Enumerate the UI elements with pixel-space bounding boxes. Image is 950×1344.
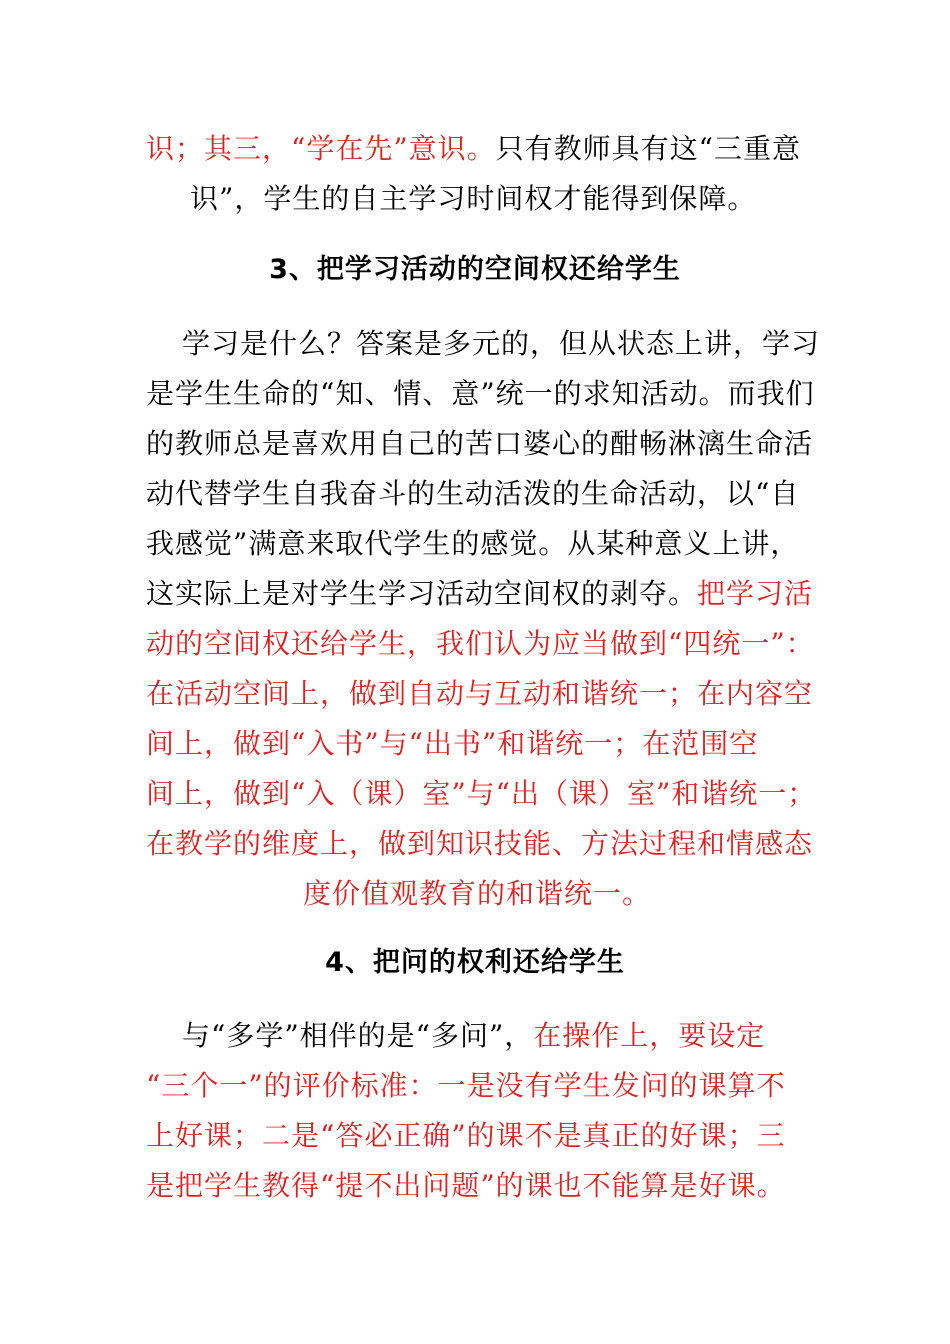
body-text: 学习是什么？答案是多元的，但从状态上讲，学习 <box>182 327 821 360</box>
highlighted-text: 上好课；二是“答必正确”的课不是真正的好课；三 <box>146 1119 786 1152</box>
paragraph-line <box>182 1018 765 1054</box>
highlighted-text: 在操作上，要设定 <box>533 1019 766 1052</box>
paragraph-line <box>146 676 813 712</box>
paragraph-line <box>146 426 813 462</box>
paragraph-line <box>146 576 813 612</box>
paragraph-line <box>146 1118 786 1154</box>
paragraph-line <box>303 876 651 912</box>
paragraph-line <box>146 1068 786 1104</box>
highlighted-text: 间上，做到“入书”与“出书”和谐统一；在范围空 <box>146 727 759 760</box>
body-text: 这实际上是对学生学习活动空间权的剥夺。 <box>146 577 698 610</box>
highlighted-text: “三个一”的评价标准：一是没有学生发问的课算不 <box>146 1069 786 1102</box>
paragraph-line <box>190 181 756 217</box>
paragraph-line <box>146 726 758 762</box>
paragraph-line <box>146 476 799 512</box>
body-text: 只有教师具有这“三重意 <box>495 132 801 165</box>
paragraph-line <box>146 1168 786 1204</box>
body-text: 的教师总是喜欢用自己的苦口婆心的酣畅淋漓生命活 <box>146 427 814 460</box>
paragraph-line <box>182 326 820 362</box>
body-text: 识”，学生的自主学习时间权才能得到保障。 <box>190 182 757 215</box>
body-text: 动代替学生自我奋斗的生动活泼的生命活动，以“自 <box>146 477 800 510</box>
paragraph-line <box>146 626 815 662</box>
highlighted-text: 在教学的维度上，做到知识技能、方法过程和情感态 <box>146 827 814 860</box>
paragraph-line <box>146 776 816 812</box>
body-text: 我感觉”满意来取代学生的感觉。从某种意义上讲， <box>146 527 800 560</box>
body-text: 与“多学”相伴的是“多问”， <box>182 1019 534 1052</box>
highlighted-text: 动的空间权还给学生，我们认为应当做到“四统一”： <box>146 627 815 660</box>
section-heading-3: 3、把学习活动的空间权还给学生 <box>269 254 681 285</box>
highlighted-text: 是把学生教得“提不出问题”的课也不能算是好课。 <box>146 1169 786 1202</box>
paragraph-line <box>146 131 801 167</box>
paragraph-line <box>146 526 799 562</box>
paragraph-line <box>146 826 813 862</box>
highlighted-text: 把学习活 <box>697 577 814 610</box>
section-heading-4: 4、把问的权利还给学生 <box>325 947 625 978</box>
highlighted-text: 在活动空间上，做到自动与互动和谐统一；在内容空 <box>146 677 814 710</box>
body-text: 是学生生命的“知、情、意”统一的求知活动。而我们 <box>146 377 815 410</box>
highlighted-text: 度价值观教育的和谐统一。 <box>303 877 652 910</box>
highlighted-text: 识；其三，“学在先”意识。 <box>146 132 496 165</box>
highlighted-text: 间上，做到“入（课）室”与“出（课）室”和谐统一； <box>146 777 817 810</box>
paragraph-line <box>146 376 815 412</box>
